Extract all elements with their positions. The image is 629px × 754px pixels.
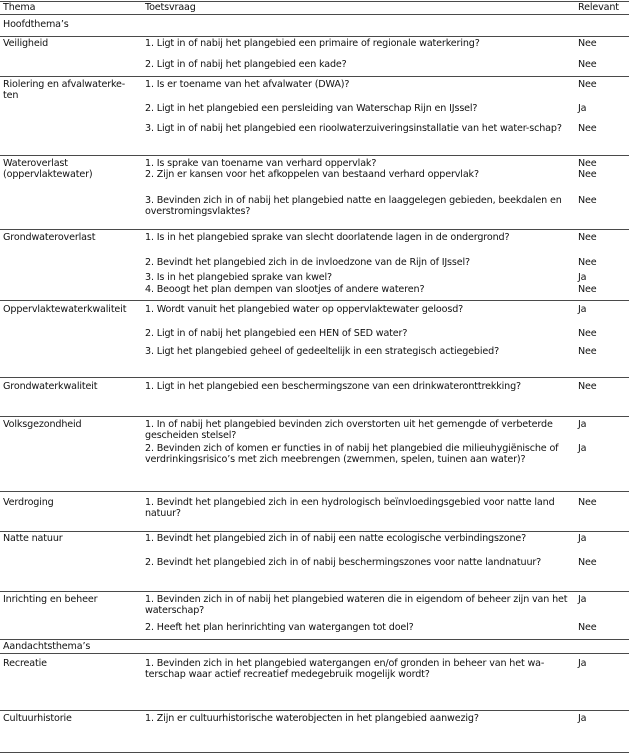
question: 2. Bevindt het plangebied zich in de invloedzone van de Rijn of IJssel?: [145, 257, 470, 268]
table-rule: [0, 416, 629, 417]
question: 2. Ligt in het plangebied een persleiding van Waterschap Rijn en IJssel?: [145, 103, 478, 114]
question: 3. Bevinden zich in of nabij het plangebied natte en laaggelegen gebieden, beekdalen en overstromingsvlaktes?: [145, 195, 562, 218]
theme-recreatie: Recreatie: [3, 658, 47, 669]
relevance-value: Nee: [578, 195, 597, 206]
relevance-value: Ja: [578, 272, 587, 283]
relevance-value: Ja: [578, 419, 587, 430]
relevance-value: Nee: [578, 328, 597, 339]
theme-verdroging: Verdroging: [3, 497, 54, 508]
question: 1. Bevinden zich in het plangebied watergangen en/of gronden in beheer van het wa-terschap waar actief recreatief medegebruik mogelijk wordt?: [145, 658, 545, 681]
question: 1. Ligt in of nabij het plangebied een primaire of regionale waterkering?: [145, 38, 480, 49]
question: 2. Zijn er kansen voor het afkoppelen van bestaand verhard oppervlak?: [145, 169, 479, 180]
table-rule: [0, 639, 629, 640]
question: 1. Bevinden zich in of nabij het plangebied wateren die in eigendom of beheer zijn van het waterschap?: [145, 594, 568, 617]
question: 2. Ligt in of nabij het plangebied een kade?: [145, 59, 347, 70]
relevance-value: Ja: [578, 594, 587, 605]
theme-natte-natuur: Natte natuur: [3, 533, 63, 544]
table-rule: [0, 591, 629, 592]
section-heading-aandachtsthemas: Aandachtsthema’s: [3, 641, 91, 652]
column-header-toetsvraag: Toetsvraag: [145, 2, 196, 13]
theme-riolering: Riolering en afvalwaterke-: [3, 79, 126, 90]
relevance-value: Nee: [578, 257, 597, 268]
question: 2. Bevinden zich of komen er functies in of nabij het plangebied die milieuhygiënische of verdrinkingsrisico’s met zich meebrengen (zwemmen, spelen, tuinen aan water)?: [145, 443, 559, 466]
question: 1. Is er toename van het afvalwater (DWA)?: [145, 79, 350, 90]
theme-volksgezondheid: Volksgezondheid: [3, 419, 82, 430]
theme-cultuurhistorie: Cultuurhistorie: [3, 713, 72, 724]
question: 1. Wordt vanuit het plangebied water op oppervlaktewater geloosd?: [145, 304, 464, 315]
question: 3. Ligt het plangebied geheel of gedeeltelijk in een strategisch actiegebied?: [145, 346, 500, 357]
question: 4. Beoogt het plan dempen van slootjes of andere wateren?: [145, 284, 425, 295]
question: 3. Is in het plangebied sprake van kwel?: [145, 272, 332, 283]
theme-riolering-cont: ten: [3, 90, 19, 101]
relevance-value: Ja: [578, 658, 587, 669]
table-rule: [0, 36, 629, 37]
relevance-value: Ja: [578, 103, 587, 114]
relevance-value: Nee: [578, 557, 597, 568]
theme-wateroverlast-cont: (oppervlaktewater): [3, 169, 93, 180]
relevance-value: Ja: [578, 443, 587, 454]
table-rule-header: [0, 14, 629, 15]
theme-veiligheid: Veiligheid: [3, 38, 49, 49]
table-rule: [0, 155, 629, 156]
theme-inrichting-beheer: Inrichting en beheer: [3, 594, 98, 605]
relevance-value: Nee: [578, 284, 597, 295]
relevance-value: Ja: [578, 304, 587, 315]
question: 1. Bevindt het plangebied zich in of nabij een natte ecologische verbindingszone?: [145, 533, 527, 544]
table-rule: [0, 710, 629, 711]
question: 1. Zijn er cultuurhistorische waterobjecten in het plangebied aanwezig?: [145, 713, 479, 724]
section-heading-hoofdthemas: Hoofdthema’s: [3, 19, 69, 30]
relevance-value: Nee: [578, 232, 597, 243]
table-rule: [0, 491, 629, 492]
question: 1. Is in het plangebied sprake van slecht doorlatende lagen in de ondergrond?: [145, 232, 510, 243]
table-rule: [0, 653, 629, 654]
relevance-value: Ja: [578, 533, 587, 544]
relevance-value: Nee: [578, 381, 597, 392]
question: 2. Ligt in of nabij het plangebied een HEN of SED water?: [145, 328, 408, 339]
table-rule: [0, 531, 629, 532]
question: 2. Heeft het plan herinrichting van watergangen tot doel?: [145, 622, 414, 633]
question: 1. Bevindt het plangebied zich in een hydrologisch beïnvloedingsgebied voor natte land natuur?: [145, 497, 555, 520]
relevance-value: Nee: [578, 59, 597, 70]
question: 1. Ligt in het plangebied een beschermingszone van een drinkwateronttrekking?: [145, 381, 521, 392]
question: 3. Ligt in of nabij het plangebied een rioolwaterzuiveringsinstallatie van het water-schap?: [145, 123, 562, 134]
theme-oppervlaktewaterkwaliteit: Oppervlaktewaterkwaliteit: [3, 304, 127, 315]
table-rule: [0, 300, 629, 301]
relevance-value: Nee: [578, 622, 597, 633]
relevance-value: Nee: [578, 158, 597, 169]
relevance-value: Nee: [578, 346, 597, 357]
question: 1. In of nabij het plangebied bevinden zich overstorten uit het gemengde of verbeterde gescheiden stelsel?: [145, 419, 553, 442]
theme-grondwaterkwaliteit: Grondwaterkwaliteit: [3, 381, 98, 392]
table-rule: [0, 76, 629, 77]
table-rule: [0, 377, 629, 378]
theme-grondwateroverlast: Grondwateroverlast: [3, 232, 96, 243]
relevance-value: Nee: [578, 169, 597, 180]
question: 2. Bevindt het plangebied zich in of nabij beschermingszones voor natte landnatuur?: [145, 557, 542, 568]
relevance-value: Nee: [578, 79, 597, 90]
column-header-relevant: Relevant: [578, 2, 619, 13]
relevance-value: Nee: [578, 497, 597, 508]
relevance-value: Ja: [578, 713, 587, 724]
table-rule: [0, 229, 629, 230]
relevance-value: Nee: [578, 38, 597, 49]
column-header-thema: Thema: [3, 2, 36, 13]
relevance-value: Nee: [578, 123, 597, 134]
theme-wateroverlast: Wateroverlast: [3, 158, 68, 169]
table-rule-bottom: [0, 752, 629, 753]
question: 1. Is sprake van toename van verhard oppervlak?: [145, 158, 377, 169]
